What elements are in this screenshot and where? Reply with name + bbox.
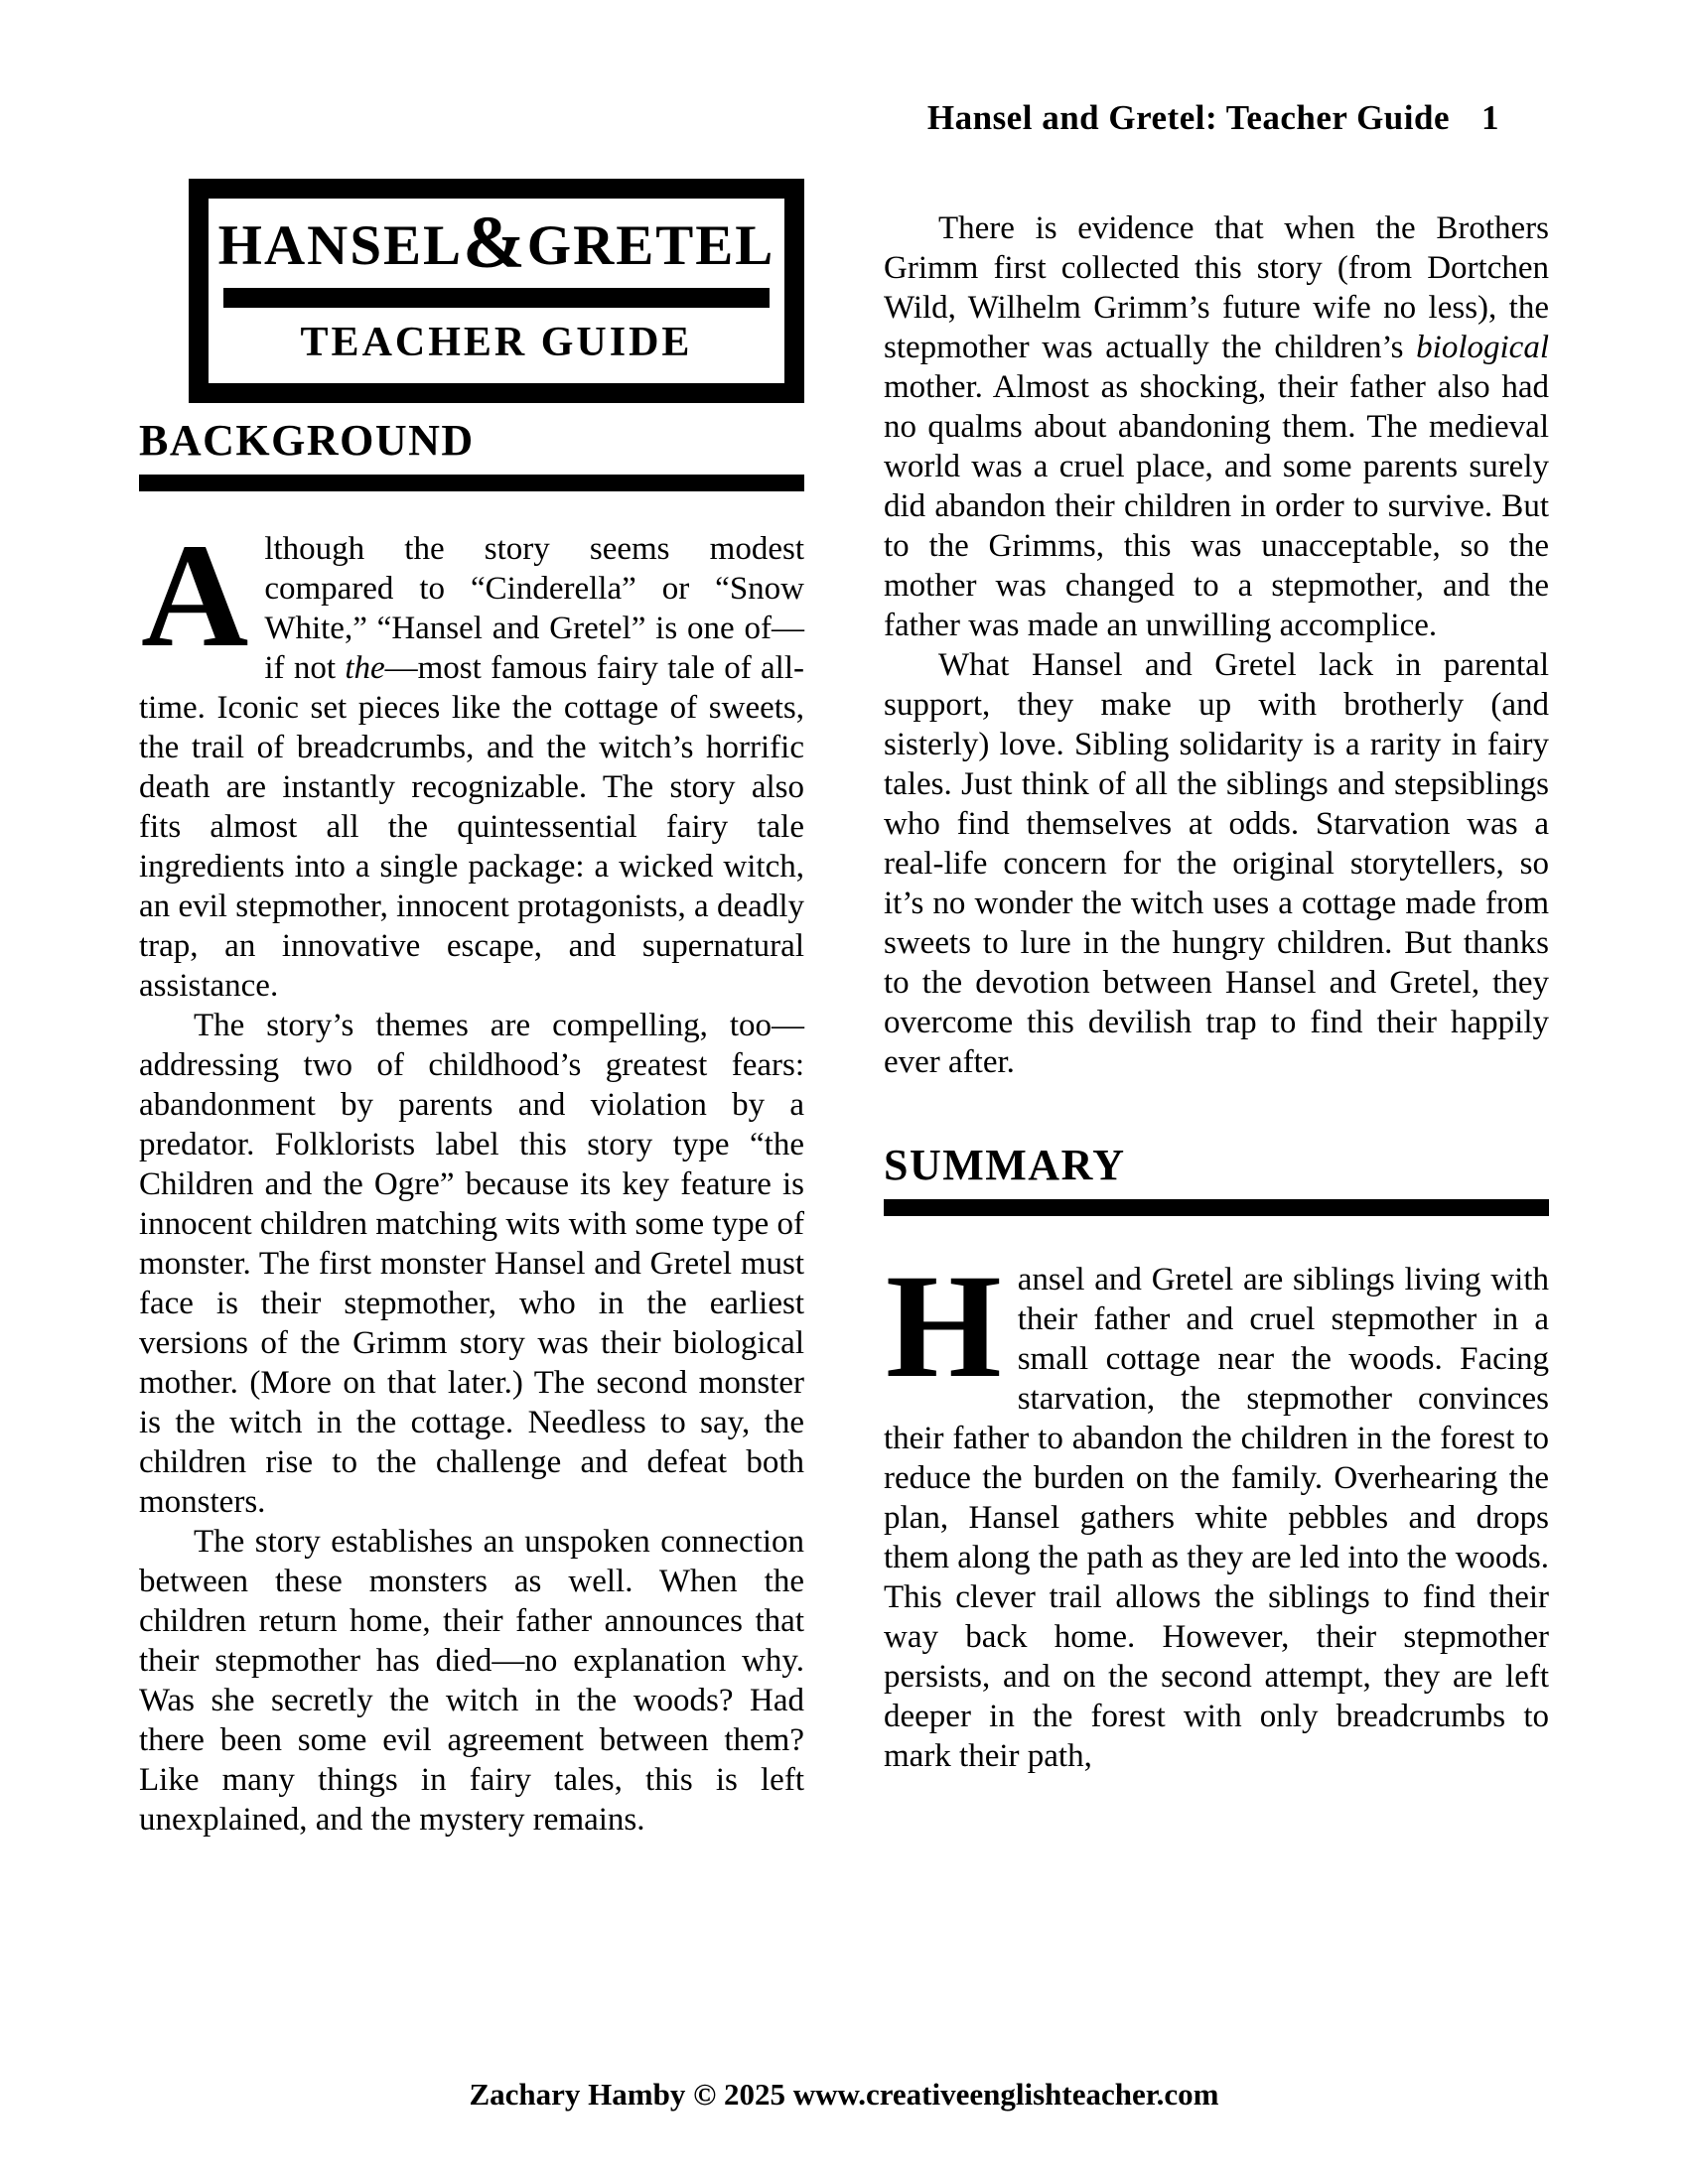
paragraph (884, 1244, 1549, 1776)
paragraph: The story’s themes are compelling, too—addressing two of childhood’s greatest fears: abandonment by parents and violation by a predator. Folklorists label this story type “the Children and the Ogre” because its key feature is innocent children matching wits with some type of monster. The first monster Hansel and Gretel must face is their stepmother, who in the earliest versions of the Grimm story was their biological mother. (More on that later.) The second monster is the witch in the cottage. Needless to say, the children rise to the challenge and defeat both monsters. (139, 1008, 804, 1520)
title-box-title: HANSEL&GRETEL (217, 202, 775, 284)
title-box (189, 179, 804, 403)
paragraph (139, 513, 804, 1006)
paragraph: There is evidence that when the Brothers Grimm first collected this story (from Dortchen Wild, Wilhelm Grimm’s future wife no less), the stepmother was actually the children’s biological mother. Almost as shocking, their father also had no qualms about abandoning them. The medieval world was a cruel place, and some parents surely did abandon their children in order to survive. But to the Grimms, this was unacceptable, so the mother was changed to a stepmother, and the father was made an unwilling accomplice. (884, 210, 1549, 643)
heading-rule (884, 1199, 1549, 1216)
page-number: 1 (1481, 98, 1499, 137)
left-column (139, 179, 804, 1840)
paragraph-text: ansel and Gretel are siblings living with their father and cruel stepmother in a small cottage near the woods. Facing starvation, the stepmother convinces their father to abandon the children in the forest to reduce the burden on the family. Overhearing the plan, Hansel gathers white pebbles and drops them along the path as they are led into the woods. This clever trail allows the siblings to find their way back home. However, their stepmother persists, and on the second attempt, they are left deeper in the forest with only breadcrumbs to mark their path, (884, 1262, 1549, 1774)
running-header-title: Hansel and Gretel: Teacher Guide (926, 98, 1450, 137)
heading-rule (139, 475, 804, 491)
page-footer: Zachary Hamby © 2025 www.creativeenglishteacher.com (469, 2077, 1219, 2112)
running-header (0, 95, 1499, 141)
title-box-subtitle: TEACHER GUIDE (300, 320, 693, 365)
title-box-divider (223, 288, 770, 308)
drop-cap: H (886, 1244, 1002, 1409)
paragraph: What Hansel and Gretel lack in parental support, they make up with brotherly (and sisterly) love. Sibling solidarity is a rarity in fairy tales. Just think of all the siblings and stepsiblings who find themselves at odds. Starvation was a real-life concern for the original storytellers, so it’s no wonder the witch uses a cottage made from sweets to lure in the hungry children. But thanks to the devotion between Hansel and Gretel, they overcome this devilish trap to find their happily ever after. (884, 647, 1549, 1080)
right-column (884, 179, 1549, 1840)
paragraph-text: lthough the story seems modest compared to “Cinderella” or “Snow White,” “Hansel and Gretel” is one of—if not the—most famous fairy tale of all-time. Iconic set pieces like the cottage of sweets, the trail of breadcrumbs, and the witch’s horrific death are instantly recognizable. The story also fits almost all the quintessential fairy tale ingredients into a single package: a wicked witch, an evil stepmother, innocent protagonists, a deadly trap, an innovative escape, and supernatural assistance. (139, 531, 804, 1004)
section-heading-summary: SUMMARY (884, 1141, 1126, 1189)
section-heading-background: BACKGROUND (139, 416, 475, 465)
paragraph: The story establishes an unspoken connection between these monsters as well. When the children return home, their father announces that their stepmother has died—no explanation why. Was she secretly the witch in the woods? Had there been some evil agreement between them? Like many things in fairy tales, this is left unexplained, and the mystery remains. (139, 1524, 804, 1838)
two-column-content (139, 179, 1549, 1840)
drop-cap: A (141, 513, 249, 678)
